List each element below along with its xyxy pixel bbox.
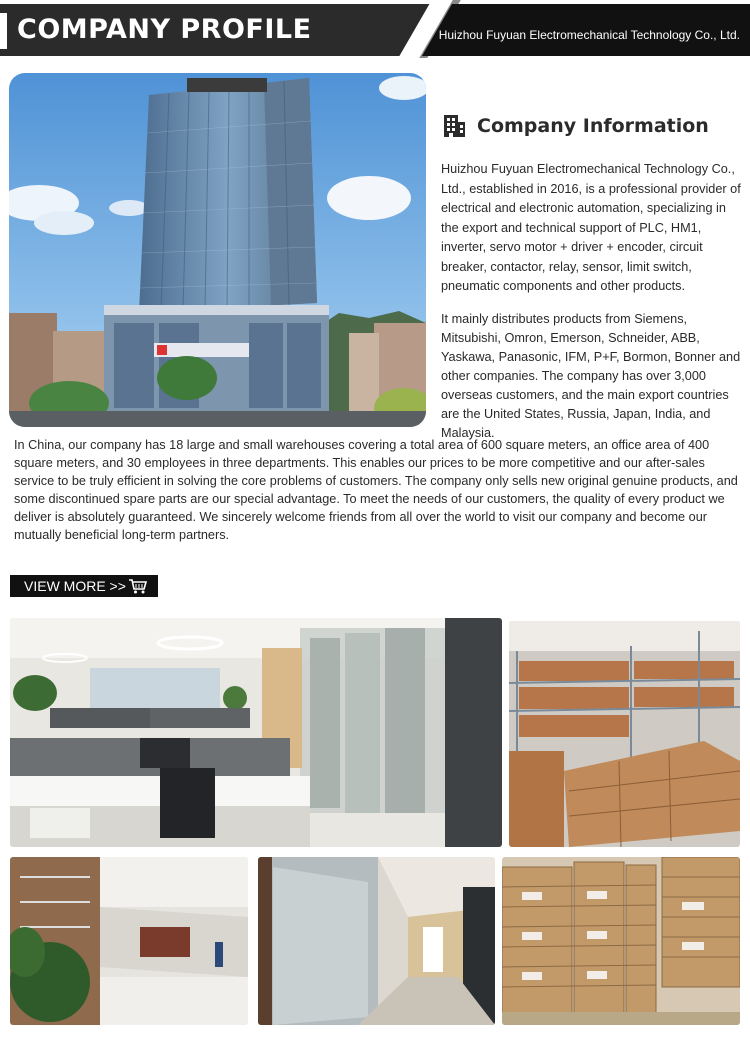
headquarters-building-photo — [9, 73, 426, 427]
cart-icon — [128, 578, 148, 594]
header-banner — [0, 0, 750, 58]
warehouse-shelves-photo — [509, 621, 740, 847]
page-title: COMPANY PROFILE — [17, 14, 312, 45]
lobby-photo — [10, 857, 248, 1025]
view-more-button[interactable] — [10, 575, 158, 597]
company-information-title: Company Information — [477, 115, 709, 137]
corridor-photo — [258, 857, 495, 1025]
banner-accent-bar — [0, 13, 7, 49]
warehouse-paragraph: In China, our company has 18 large and small warehouses covering a total area of 600 square meters, an office area of 400 square meters, and 30 employees in three departments. This enables our prices to be more competitive and our after-sales service to be truly efficient in solving the core problems of customers. The company only sells new original genuine products, and some discontinued spare parts are our special advantage. To meet the needs of our customers, the quality of every product we deliver is absolutely guaranteed. We sincerely welcome friends from all over the world to visit our company and become our mutually beneficial long-term partners. — [14, 438, 738, 542]
building-icon — [441, 113, 467, 139]
office-photo — [10, 618, 502, 847]
distribution-paragraph: It mainly distributes products from Siemens, Mitsubishi, Omron, Emerson, Schneider, ABB, Yaskawa, Panasonic, IFM, P+F, Bormon, Bonner and other companies. The company has over 3,000 overseas customers, and the main export countries are the United States, Russia, Japan, India, and Malaysia. — [441, 312, 741, 440]
company-name: Huizhou Fuyuan Electromechanical Technology Co., Ltd. — [438, 28, 740, 42]
company-intro-paragraph: Huizhou Fuyuan Electromechanical Technology Co., Ltd., established in 2016, is a professional provider of electrical and electronic automation, specializing in the export and technical support of PLC, HM1, inverter, servo motor + driver + encoder, circuit breaker, contactor, relay, sensor, limit switch, pneumatic components and other products. — [441, 162, 741, 293]
stock-boxes-photo — [502, 857, 740, 1025]
company-information-heading — [441, 113, 709, 139]
view-more-label: VIEW MORE >> — [24, 578, 126, 594]
